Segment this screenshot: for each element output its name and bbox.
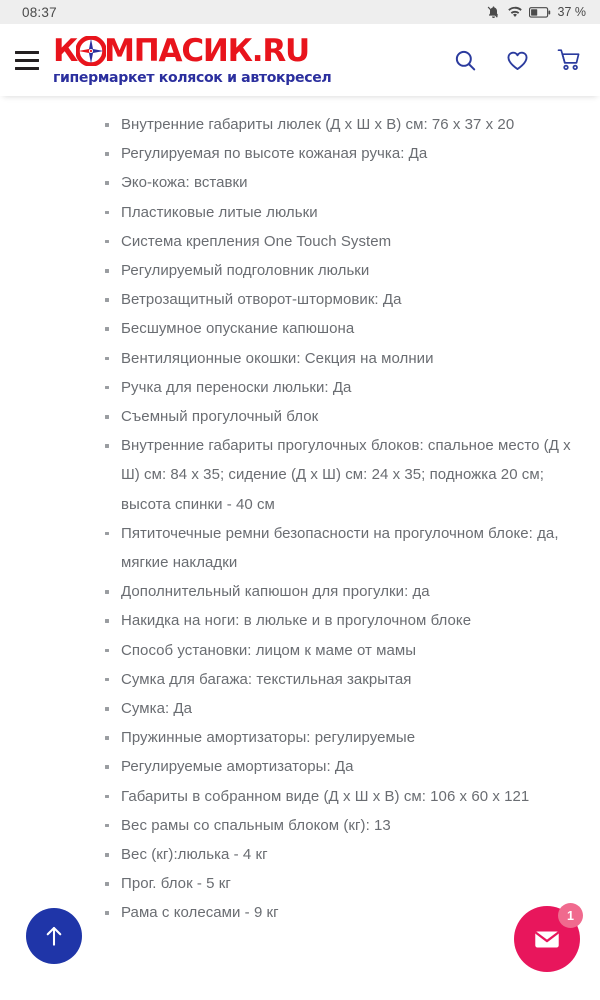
spec-list-item: Пятиточечные ремни безопасности на прогулочном блоке: да, мягкие накладки <box>104 519 572 577</box>
status-bar <box>0 0 600 24</box>
logo-text-domain: .RU <box>251 32 309 69</box>
spec-list-item: Бесшумное опускание капюшона <box>104 314 572 343</box>
spec-list-item: Эко-кожа: вставки <box>104 168 572 197</box>
spec-list-item: Вентиляционные окошки: Секция на молнии <box>104 344 572 373</box>
spec-list-item: Съемный прогулочный блок <box>104 402 572 431</box>
spec-list-item: Регулируемый подголовник люльки <box>104 256 572 285</box>
spec-list-item: Прог. блок - 5 кг <box>104 869 572 898</box>
envelope-icon <box>532 924 562 954</box>
spec-list-item: Внутренние габариты прогулочных блоков: спальное место (Д х Ш) см: 84 х 35; сидение (Д х Ш) см: 24 х 35; подножка 20 см; высота спинки - 40 см <box>104 431 572 519</box>
logo-text-part1: К <box>53 32 78 69</box>
spec-list-item: Рама с колесами - 9 кг <box>104 898 572 927</box>
spec-list-item: Регулируемая по высоте кожаная ручка: Да <box>104 139 572 168</box>
spec-list-item: Габариты в собранном виде (Д х Ш х В) см: 106 х 60 х 121 <box>104 782 572 811</box>
site-logo[interactable] <box>53 32 332 86</box>
spec-list-item: Вес (кг):люлька - 4 кг <box>104 840 572 869</box>
header-actions <box>452 47 584 73</box>
spec-list-item: Ветрозащитный отворот-штормовик: Да <box>104 285 572 314</box>
logo-tagline: гипермаркет колясок и автокресел <box>53 69 332 86</box>
chat-unread-badge: 1 <box>558 903 583 928</box>
heart-icon[interactable] <box>504 47 530 73</box>
arrow-up-icon <box>41 923 67 949</box>
search-icon[interactable] <box>452 47 478 73</box>
cart-icon[interactable] <box>556 47 582 73</box>
battery-icon <box>529 6 551 19</box>
status-time: 08:37 <box>22 4 57 20</box>
spec-list-item: Регулируемые амортизаторы: Да <box>104 752 572 781</box>
spec-list-item: Ручка для переноски люльки: Да <box>104 373 572 402</box>
compass-icon <box>76 36 106 66</box>
spec-list <box>0 96 600 928</box>
battery-percentage: 37 % <box>557 5 586 19</box>
site-header <box>0 24 600 96</box>
spec-list-item: Дополнительный капюшон для прогулки: да <box>104 577 572 606</box>
wifi-icon <box>507 5 523 20</box>
chat-widget-button[interactable] <box>514 906 580 972</box>
product-specs-section <box>0 96 600 1000</box>
logo-wordmark <box>53 32 331 69</box>
spec-list-item: Вес рамы со спальным блоком (кг): 13 <box>104 811 572 840</box>
spec-list-item: Сумка: Да <box>104 694 572 723</box>
spec-list-item: Система крепления One Touch System <box>104 227 572 256</box>
spec-list-item: Накидка на ноги: в люльке и в прогулочном блоке <box>104 606 572 635</box>
hamburger-menu-icon[interactable] <box>10 43 44 77</box>
status-indicators <box>486 5 587 20</box>
spec-list-item: Пластиковые литые люльки <box>104 198 572 227</box>
spec-list-item: Внутренние габариты люлек (Д х Ш х В) см: 76 х 37 х 20 <box>104 110 572 139</box>
bell-muted-icon <box>486 5 501 20</box>
spec-list-item: Пружинные амортизаторы: регулируемые <box>104 723 572 752</box>
spec-list-item: Способ установки: лицом к маме от мамы <box>104 636 572 665</box>
logo-text-part2: МПАСИК <box>104 32 252 69</box>
scroll-to-top-button[interactable] <box>26 908 82 964</box>
spec-list-item: Сумка для багажа: текстильная закрытая <box>104 665 572 694</box>
